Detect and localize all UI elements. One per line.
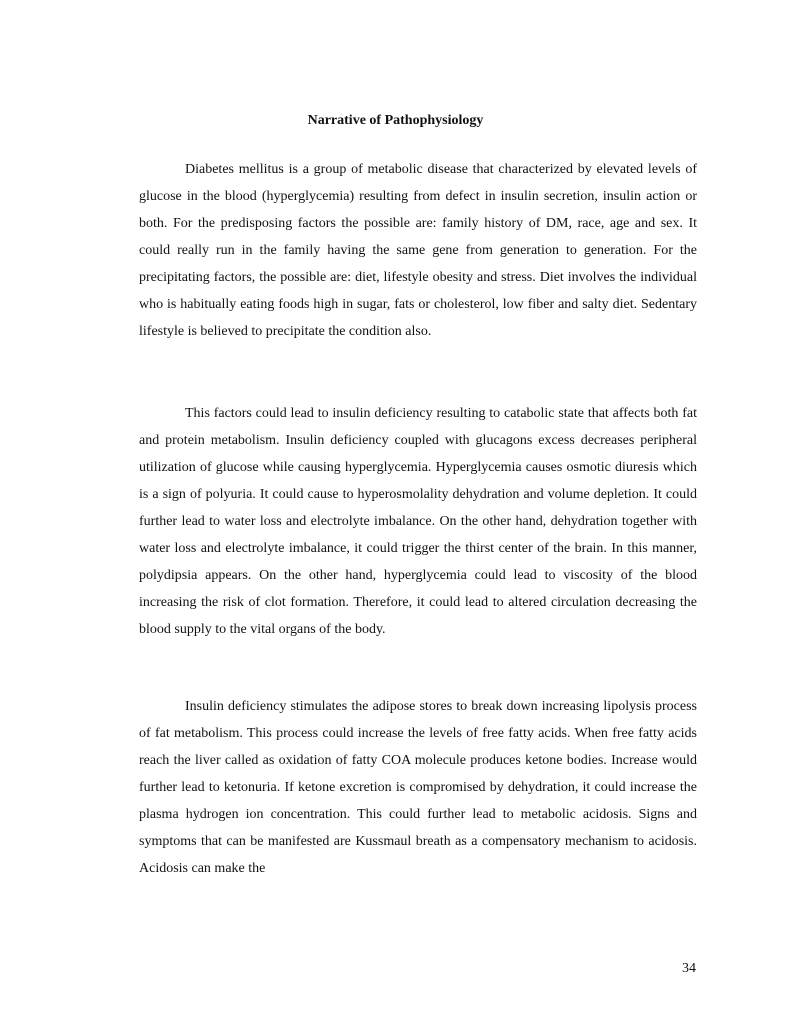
paragraph-1: Diabetes mellitus is a group of metabolic disease that characterized by elevated levels of glucose in the blood (hyperglycemia) resulting from defect in insulin secretion, insulin action or both. For the predisposing factors the possible are: family history of DM, race, age and sex. It could really run in the family having the same gene from generation to generation. For the precipitating factors, the possible are: diet, lifestyle obesity and stress. Diet involves the individual who is habitually eating foods high in sugar, fats or cholesterol, low fiber and salty diet. Sedentary lifestyle is believed to precipitate the condition also. bbox=[139, 162, 697, 339]
page-title: Narrative of Pathophysiology bbox=[307, 113, 484, 128]
paragraph-2: This factors could lead to insulin deficiency resulting to catabolic state that affects both fat and protein metabolism. Insulin deficiency coupled with glucagons excess decreases peripheral utilization of glucose while causing hyperglycemia. Hyperglycemia causes osmotic diuresis which is a sign of polyuria. It could cause to hyperosmolality dehydration and volume depletion. It could further lead to water loss and electrolyte imbalance. On the other hand, dehydration together with water loss and electrolyte imbalance, it could trigger the thirst center of the brain. In this manner, polydipsia appears. On the other hand, hyperglycemia could lead to viscosity of the blood increasing the risk of clot formation. Therefore, it could lead to altered circulation decreasing the blood supply to the vital organs of the body. bbox=[139, 406, 697, 637]
paragraph-3: Insulin deficiency stimulates the adipose stores to break down increasing lipolysis process of fat metabolism. This process could increase the levels of free fatty acids. When free fatty acids reach the liver called as oxidation of fatty COA molecule produces ketone bodies. Increase would further lead to ketonuria. If ketone excretion is compromised by dehydration, it could increase the plasma hydrogen ion concentration. This could further lead to metabolic acidosis. Signs and symptoms that can be manifested are Kussmaul breath as a compensatory mechanism to acidosis. Acidosis can make the bbox=[139, 699, 697, 876]
page-number: 34 bbox=[682, 961, 696, 976]
